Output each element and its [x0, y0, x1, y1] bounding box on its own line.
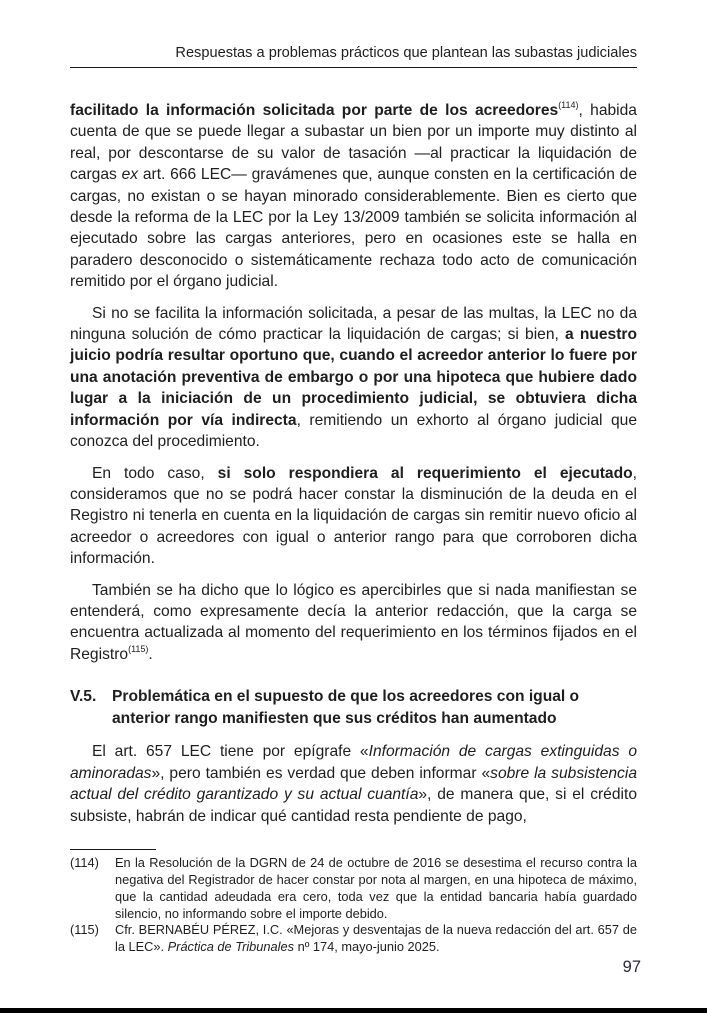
scan-edge-bar	[0, 1008, 707, 1013]
body-text	[70, 100, 637, 827]
footnote-text: En la Resolución de la DGRN de 24 de octubre de 2016 se desestima el recurso contra la negativa del Registrador de hacer constar por nota al margen, en una hipoteca de máximo, que la cantidad adeudada era cero, toda vez que la entidad bancaria había guardado silencio, no informando sobre el importe debido.	[115, 855, 637, 921]
section-number: V.5.	[70, 688, 97, 706]
paragraph: El art. 657 LEC tiene por epígrafe «Información de cargas extinguidas o aminoradas», pero también es verdad que deben informar «sobre la subsistencia actual del crédito garantizado y su actual cuantía», de manera que, si el crédito subsiste, habrán de indicar qué cantidad resta pendiente de pago,	[70, 743, 637, 825]
running-header-title: Respuestas a problemas prácticos que plantean las subastas judiciales	[175, 45, 637, 61]
page-content	[70, 0, 637, 837]
paragraph: Si no se facilita la información solicitada, a pesar de las multas, la LEC no da ninguna solución de cómo practicar la liquidación de cargas; si bien, a nuestro juicio podría resultar oportuno que, cuando el acreedor anterior lo fuere por una anotación preventiva de embargo o por una hipoteca que hubiere dado lugar a la iniciación de un procedimiento judicial, se obtuviera dicha información por vía indirecta, remitiendo un exhorto al órgano judicial que conozca del procedimiento.	[70, 304, 638, 451]
section-heading	[70, 686, 637, 729]
paragraph: En todo caso, si solo respondiera al requerimiento el ejecutado, consideramos que no se podrá hacer constar la disminución de la deuda en el Registro ni tenerla en cuenta en la liquidación de cargas sin remitir nuevo oficio al acreedor o acreedores con igual o anterior rango para que corroboren dicha información.	[70, 464, 637, 568]
running-header	[70, 0, 637, 68]
footnote-separator	[70, 849, 156, 850]
section-title: Problemática en el supuesto de que los acreedores con igual o anterior rango manifiesten que sus créditos han aumentado	[112, 688, 580, 727]
paragraph: facilitado la información solicitada por parte de los acreedores$^{(114)}$, habida cuenta de que se puede llegar a subastar un bien por un importe muy distinto al real, por descontarse de su valor de tasación —al practicar la liquidación de cargas ex art. 666 LEC— gravámenes que, aunque consten en la certificación de cargas, no existan o se hayan minorado considerablemente. Bien es cierto que desde la reforma de la LEC por la Ley 13/2009 también se solicita información al ejecutado sobre las cargas anteriores, pero en ocasiones este se halla en paradero desconocido o sistemáticamente rechaza todo acto de comunicación remitido por el órgano judicial.	[70, 99, 637, 291]
footnote-text: Cfr. BERNABÉU PÉREZ, I.C. «Mejoras y desventajas de la nueva redacción del art. 657 de la LEC». Práctica de Tribunales nº 174, mayo-junio 2025.	[115, 922, 637, 955]
footnote	[70, 922, 637, 956]
paragraph: También se ha dicho que lo lógico es apercibirles que si nada manifiestan se entenderá, como expresamente decía la anterior redacción, que la carga se encuentra actualizada al momento del requerimiento en los términos fijados en el Registro$^{(115)}$.	[70, 581, 637, 663]
footnote-number: (114)	[70, 855, 99, 871]
footnote-number: (115)	[70, 922, 99, 938]
footnotes	[70, 849, 637, 956]
page-number: 97	[622, 958, 641, 976]
footnote	[70, 855, 637, 922]
